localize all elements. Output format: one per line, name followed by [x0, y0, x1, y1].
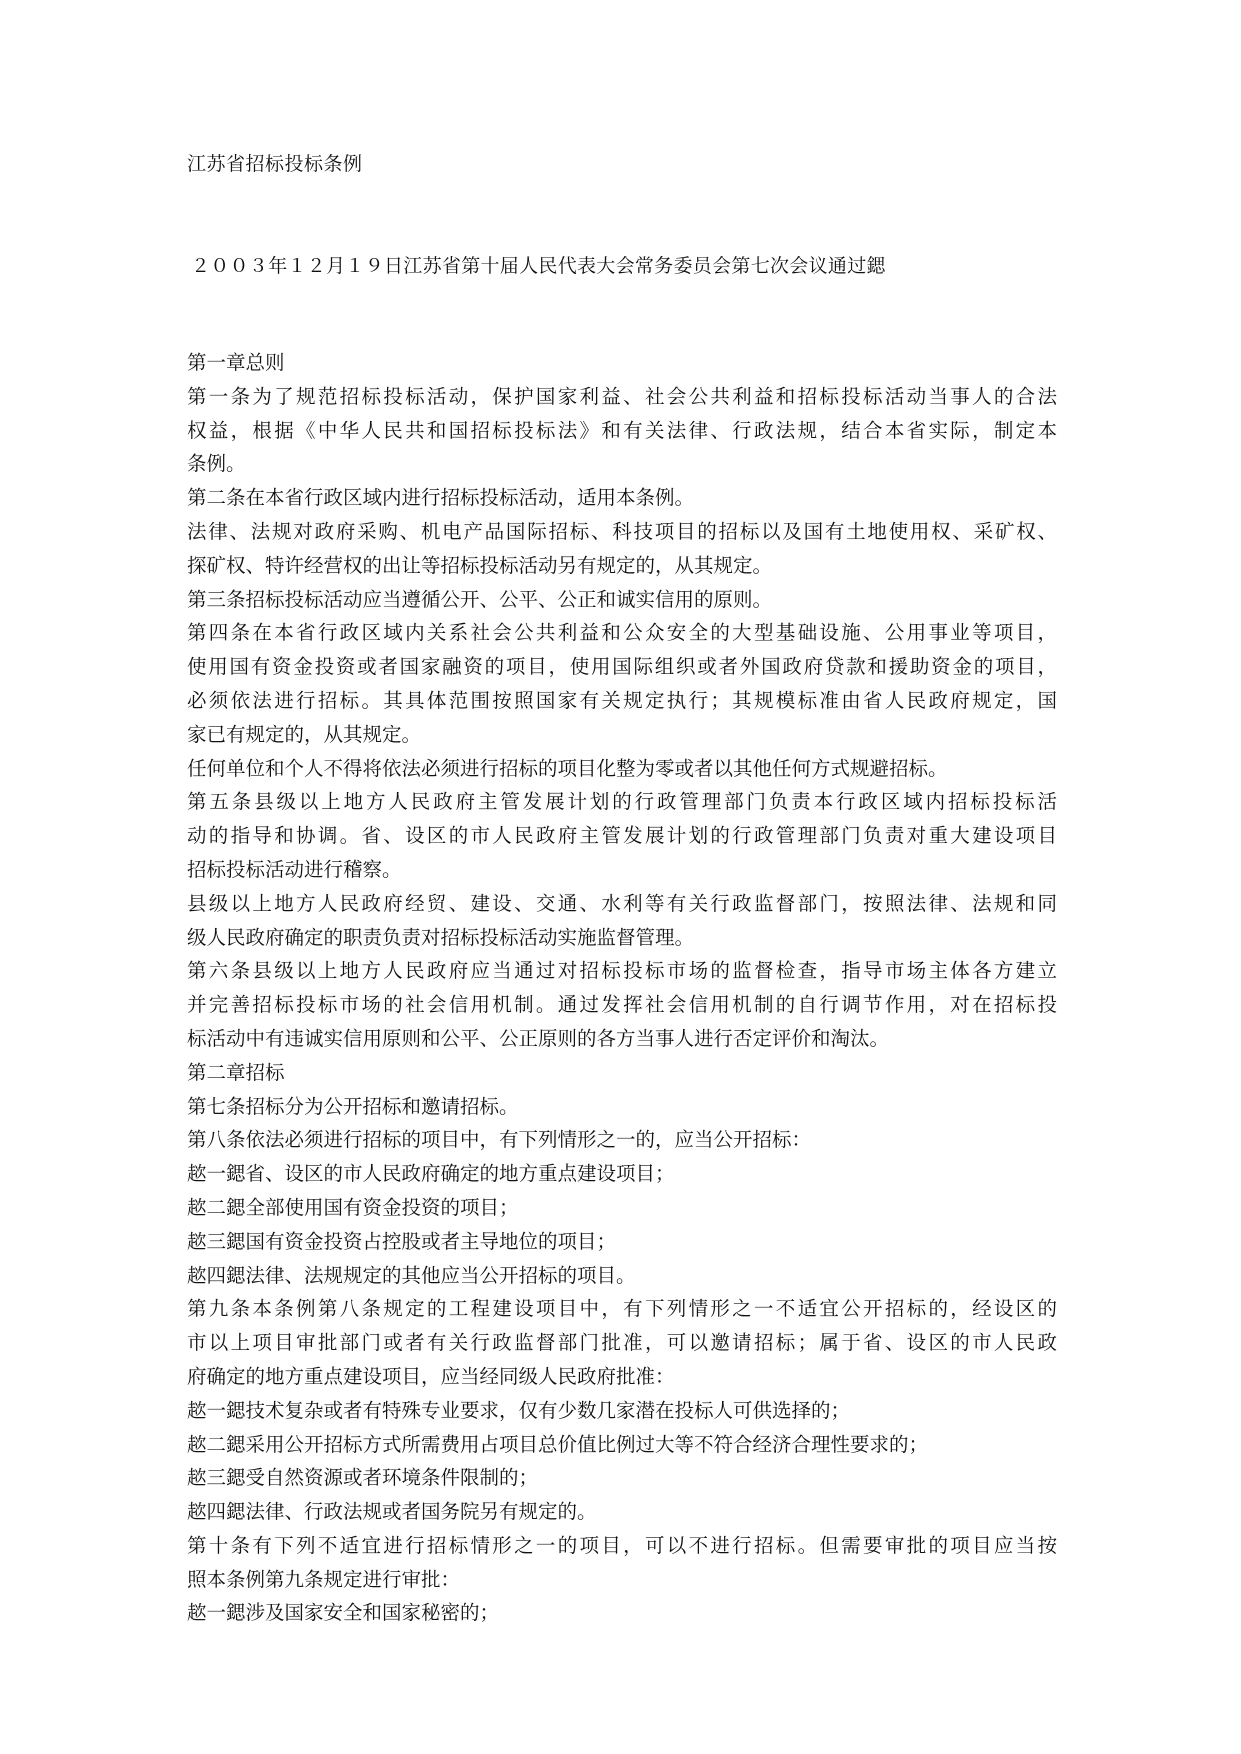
text-line: 第七条招标分为公开招标和邀请招标。 — [187, 1094, 519, 1118]
text-line: 第十条有下列不适宜进行招标情形之一的项目，可以不进行招标。但需要审批的项目应当按 — [187, 1533, 1057, 1557]
text-line: 家已有规定的，从其规定。 — [187, 722, 422, 746]
text-line: 第八条依法必须进行招标的项目中，有下列情形之一的，应当公开招标： — [187, 1128, 812, 1152]
text-line: 第一章总则 — [187, 351, 285, 374]
text-line: 法律、法规对政府采购、机电产品国际招标、科技项目的招标以及国有土地使用权、采矿权、 — [187, 519, 1057, 543]
text-line: 第一条为了规范招标投标活动，保护国家利益、社会公共利益和招标投标活动当事人的合法 — [187, 384, 1057, 408]
text-line: 第六条县级以上地方人民政府应当通过对招标投标市场的监督检查，指导市场主体各方建立 — [187, 959, 1057, 983]
text-line: 并完善招标投标市场的社会信用机制。通过发挥社会信用机制的自行调节作用，对在招标投 — [187, 993, 1057, 1017]
text-line: 任何单位和个人不得将依法必须进行招标的项目化整为零或者以其他任何方式规避招标。 — [187, 756, 948, 780]
document-subtitle: ２００３年１２月１９日江苏省第十届人民代表大会常务委员会第七次会议通过鍶 — [191, 255, 886, 277]
text-line: 县级以上地方人民政府经贸、建设、交通、水利等有关行政监督部门，按照法律、法规和同 — [187, 891, 1057, 915]
text-line: 趑四鍶法律、法规规定的其他应当公开招标的项目。 — [187, 1263, 636, 1287]
text-line: 标活动中有违诚实信用原则和公平、公正原则的各方当事人进行否定评价和淘汰。 — [187, 1026, 890, 1050]
text-line: 趑四鍶法律、行政法规或者国务院另有规定的。 — [187, 1500, 597, 1524]
text-line: 招标投标活动进行稽察。 — [187, 857, 402, 881]
text-line: 权益，根据《中华人民共和国招标投标法》和有关法律、行政法规，结合本省实际，制定本 — [187, 418, 1057, 442]
document-title: 江苏省招标投标条例 — [187, 153, 363, 175]
text-line: 府确定的地方重点建设项目，应当经同级人民政府批准： — [187, 1364, 675, 1388]
text-line: 条例。 — [187, 452, 246, 476]
text-line: 市以上项目审批部门或者有关行政监督部门批准，可以邀请招标；属于省、设区的市人民政 — [187, 1331, 1057, 1355]
text-line: 第二章招标 — [187, 1060, 285, 1084]
text-line: 第二条在本省行政区域内进行招标投标活动，适用本条例。 — [187, 486, 695, 510]
text-line: 第九条本条例第八条规定的工程建设项目中，有下列情形之一不适宜公开招标的，经设区的 — [187, 1297, 1057, 1321]
text-line: 探矿权、特许经营权的出让等招标投标活动另有规定的，从其规定。 — [187, 553, 773, 577]
text-line: 必须依法进行招标。其具体范围按照国家有关规定执行；其规模标准由省人民政府规定，国 — [187, 688, 1057, 712]
text-line: 趑三鍶受自然资源或者环境条件限制的； — [187, 1466, 539, 1490]
text-line: 趑一鍶涉及国家安全和国家秘密的； — [187, 1601, 500, 1625]
text-line: 第五条县级以上地方人民政府主管发展计划的行政管理部门负责本行政区域内招标投标活 — [187, 790, 1057, 814]
document-body — [187, 346, 1057, 1630]
text-line: 趑三鍶国有资金投资占控股或者主导地位的项目； — [187, 1229, 617, 1253]
text-line: 第三条招标投标活动应当遵循公开、公平、公正和诚实信用的原则。 — [187, 587, 773, 611]
text-line: 趑一鍶省、设区的市人民政府确定的地方重点建设项目； — [187, 1162, 675, 1186]
text-line: 动的指导和协调。省、设区的市人民政府主管发展计划的行政管理部门负责对重大建设项目 — [187, 824, 1057, 848]
text-line: 趑二鍶全部使用国有资金投资的项目； — [187, 1195, 519, 1219]
text-line: 使用国有资金投资或者国家融资的项目，使用国际组织或者外国政府贷款和援助资金的项目， — [187, 655, 1057, 679]
text-line: 第四条在本省行政区域内关系社会公共利益和公众安全的大型基础设施、公用事业等项目， — [187, 621, 1057, 645]
text-line: 趑一鍶技术复杂或者有特殊专业要求，仅有少数几家潜在投标人可供选择的； — [187, 1398, 851, 1422]
text-line: 趑二鍶采用公开招标方式所需费用占项目总价值比例过大等不符合经济合理性要求的； — [187, 1432, 929, 1456]
text-line: 照本条例第九条规定进行审批： — [187, 1567, 461, 1591]
text-line: 级人民政府确定的职责负责对招标投标活动实施监督管理。 — [187, 925, 695, 949]
